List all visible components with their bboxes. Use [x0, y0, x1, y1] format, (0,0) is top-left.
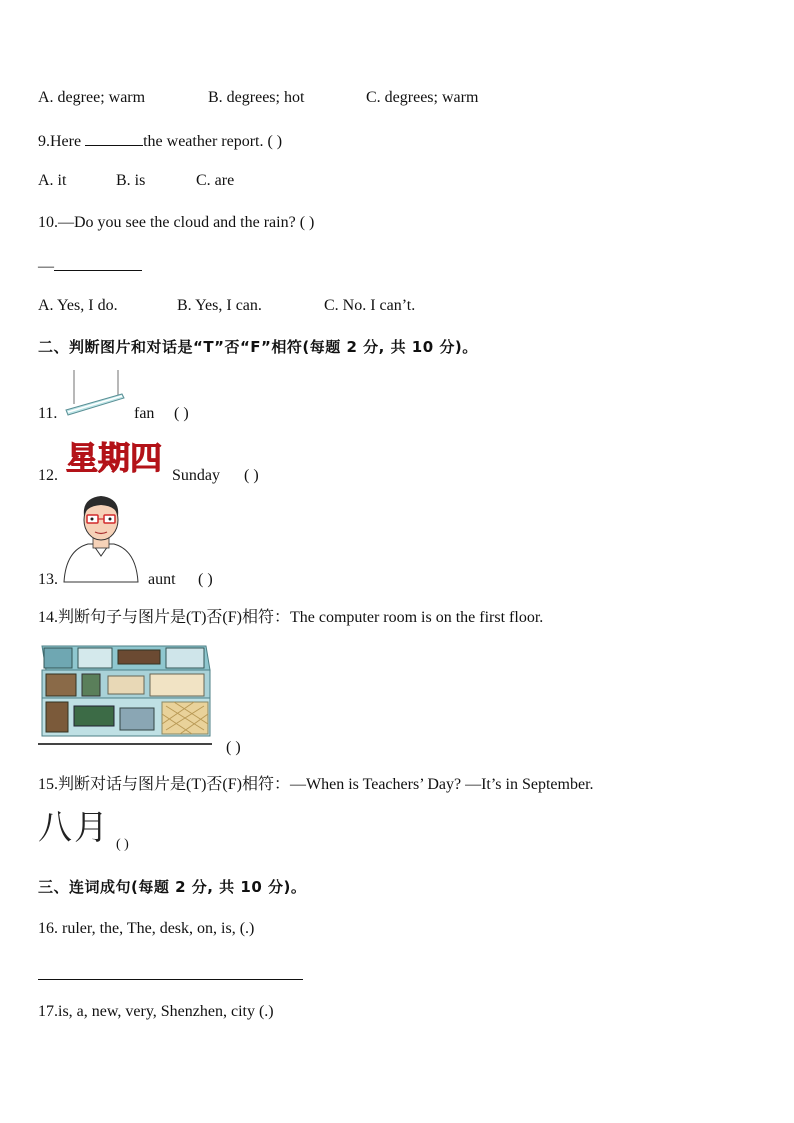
q8-option-c: C. degrees; warm — [366, 89, 479, 106]
q9-blank[interactable] — [85, 130, 143, 146]
q17-question: 17.is, a, new, very, Shenzhen, city (.) — [38, 1003, 274, 1020]
q14-paren[interactable]: ( ) — [226, 739, 241, 756]
q9-option-b: B. is — [116, 172, 146, 189]
q10-option-a: A. Yes, I do. — [38, 297, 118, 314]
q13-number: 13. — [38, 571, 58, 588]
q9-question — [38, 130, 282, 152]
section-3-title: 三、连词成句(每题 2 分, 共 10 分)。 — [38, 878, 307, 896]
q12-number: 12. — [38, 467, 58, 484]
q11-paren[interactable]: ( ) — [174, 405, 189, 422]
q9-suffix: the weather report. ( ) — [143, 133, 283, 150]
august-image: 八月 — [38, 808, 110, 848]
q10-blank[interactable] — [54, 255, 142, 271]
q9-prefix: 9.Here — [38, 133, 86, 150]
q8-option-a: A. degree; warm — [38, 89, 146, 106]
q11-row — [38, 404, 189, 424]
q16-question: 16. ruler, the, The, desk, on, is, (.) — [38, 920, 255, 937]
ceiling-fan-image — [62, 368, 128, 418]
q10-option-c: C. No. I can’t. — [324, 297, 416, 314]
section-2-title: 二、判断图片和对话是“T”否“F”相符(每题 2 分, 共 10 分)。 — [38, 338, 478, 356]
q9-option-c: C. are — [196, 172, 235, 189]
q12-word: Sunday — [172, 467, 220, 484]
school-building-image — [38, 640, 212, 746]
q15-question: 15.判断对话与图片是(T)否(F)相符：—When is Teachers’ Day? —It’s in September. — [38, 776, 594, 793]
q10-dash: — — [38, 258, 54, 275]
q12-paren[interactable]: ( ) — [244, 467, 259, 484]
q13-row — [38, 570, 213, 590]
q10-option-b: B. Yes, I can. — [177, 297, 262, 314]
thursday-text: 星期四 — [65, 439, 163, 477]
q9-option-a: A. it — [38, 172, 67, 189]
q10-options — [38, 296, 415, 316]
q12-row — [38, 466, 259, 486]
q10-answer — [38, 255, 142, 277]
q13-word: aunt — [148, 571, 176, 588]
q11-word: fan — [134, 405, 155, 422]
q16-answer-line[interactable] — [38, 979, 303, 980]
thursday-image — [62, 432, 166, 482]
q10-question: 10.—Do you see the cloud and the rain? ( ) — [38, 214, 315, 231]
q11-number: 11. — [38, 405, 58, 422]
q8-options — [38, 88, 478, 108]
q9-options — [38, 171, 234, 191]
q13-paren[interactable]: ( ) — [198, 571, 213, 588]
q15-paren[interactable]: ( ) — [116, 837, 129, 852]
q8-option-b: B. degrees; hot — [208, 89, 305, 106]
man-with-glasses-image — [60, 490, 142, 586]
q14-question: 14.判断句子与图片是(T)否(F)相符：The computer room is on the first floor. — [38, 609, 544, 626]
